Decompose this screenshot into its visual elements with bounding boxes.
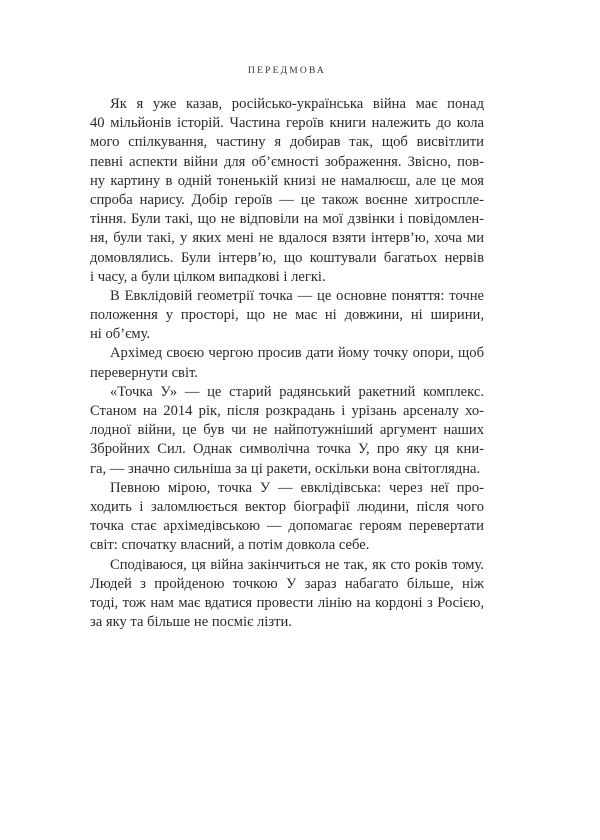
text-line: «Точка У» — це старий радянський ракетний комплекс. <box>110 383 484 400</box>
text-line: 40 мільйонів історій. Частина героїв книги належить до кола <box>90 115 484 132</box>
text-line: тіння. Були такі, що не відповіли на мої дзвінки і повідомлен- <box>90 211 484 228</box>
text-line: Архімед своєю чергою просив дати йому точку опори, щоб <box>110 345 484 362</box>
text-line: світ: спочатку власний, а потім довкола себе. <box>90 537 370 554</box>
text-line: Як я уже казав, російсько-українська війна має понад <box>110 96 484 112</box>
text-line: тоді, тож нам має вдатися провести лінію на кордоні з Росією, <box>90 594 484 611</box>
text-line: мого спілкування, частину я добирав так, щоб висвітлити <box>90 134 484 151</box>
text-line: Збройних Сил. Однак символічна точка У, про яку ця кни- <box>90 441 484 458</box>
text-line: ні об’єму. <box>90 326 151 343</box>
text-line: домовлялись. Були інтерв’ю, що коштували багатьох нервів <box>90 249 484 266</box>
text-line: ну картину в одній тоненькій книзі не намалюєш, але це моя <box>90 172 484 189</box>
text-line: спроба нарису. Добір героїв — це також воєнне хитросплe- <box>90 191 484 208</box>
text-line: ходить і заломлюється вектор біографії людини, після чого <box>90 498 484 515</box>
text-line: Станом на 2014 рік, після розкрадань і урізань арсеналу хо- <box>90 403 484 419</box>
text-line: Певною мірою, точка У — евклідівська: через неї про- <box>110 479 484 496</box>
text-line: ня, були такі, у яких мені не вдалося взяти інтерв’ю, хоча ми <box>90 230 484 247</box>
text-line: В Евклідовій геометрії точка — це основне поняття: точне <box>110 287 484 304</box>
chapter-heading: ПЕРЕДМОВА <box>248 66 326 76</box>
text-line: певні аспекти війни для об’ємності зображення. Звісно, пов- <box>90 153 484 170</box>
body-text <box>90 95 484 632</box>
text-line: га, — значно сильніша за ці ракети, оскільки вона світоглядна. <box>90 460 481 477</box>
text-line: за яку та більше не посміє лізти. <box>90 614 292 631</box>
text-line: положення у просторі, що не має ні довжини, ні ширини, <box>90 307 484 324</box>
text-line: точка стає архімедівською — допомагає героям перевертати <box>90 518 484 535</box>
text-line: перевернути світ. <box>90 364 198 381</box>
text-line: Сподіваюся, ця війна закінчиться не так, як сто років тому. <box>110 556 484 573</box>
text-line: і часу, а були цілком випадкові і легкі. <box>90 268 326 285</box>
text-line: лодної війни, це був чи не найпотужніший аргумент наших <box>90 422 484 439</box>
text-line: Людей з пройденою точкою У зараз набагато більше, ніж <box>90 575 484 592</box>
